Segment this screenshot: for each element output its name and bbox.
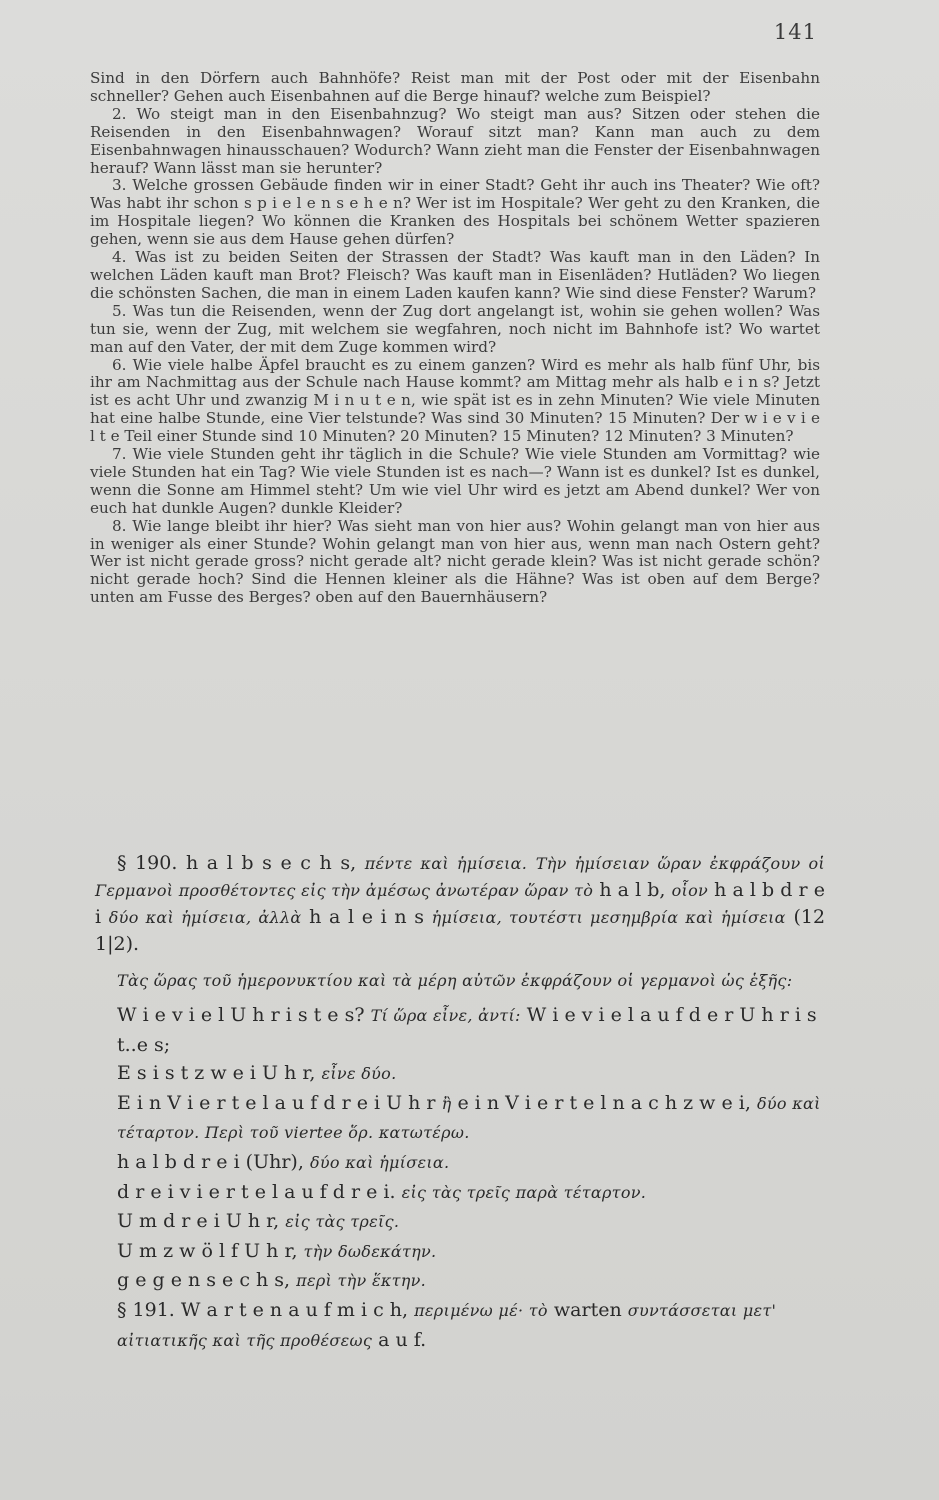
example-greek: ἢ xyxy=(441,1093,452,1113)
question-paragraph-3: 3. Welche grossen Gebäude finden wir in einer Stadt? Geht ihr auch ins Theater? Wie oft? Was habt ihr schon s p i e l e n s e h e n? Wer ist im Hospitale? Wer geht zu den Kranken, die im Hospitale liegen? Wo können die Kranken des Hospitals bei schönem Wetter spazieren gehen, wenn sie aus dem Hause gehen dürfen? xyxy=(90,176,820,249)
example-greek: εἶνε δύο. xyxy=(321,1064,397,1084)
question-paragraph-6: 6. Wie viele halbe Äpfel braucht es zu einem ganzen? Wird es mehr als halb fünf Uhr, bis ihr am Nachmittag aus der Schule nach Hause kommt? am Mittag mehr als halb e i n s? Jetzt ist es acht Uhr und zwanzig M i n u t e n, wie spät ist es in zehn Minuten? Wie viele Minuten hat eine halbe Stunde, eine Vier telstunde? Was sind 30 Minuten? 15 Minuten? Der w i e v i e l t e Teil einer Stunde sind 10 Minuten? 20 Minuten? 15 Minuten? 12 Minuten? 3 Minuten? xyxy=(90,355,820,446)
section-190-halb-drei: h a l b d r e i xyxy=(95,879,825,928)
example-greek: Τί ὥρα εἶνε, ἀντί: xyxy=(370,1006,521,1025)
grammar-section xyxy=(95,850,825,1355)
section-191-greek-2: συντάσσεται μετ' αἰτιατικῆς καὶ τῆς προθέσεως xyxy=(117,1300,777,1350)
example-german-alt: W i e v i e l a u f d e r U h r i s t..e s; xyxy=(117,1004,817,1056)
example-german: d r e i v i e r t e l a u f d r e i. xyxy=(117,1180,396,1203)
example-greek: δύο καὶ ἡμίσεια. xyxy=(309,1152,450,1172)
section-191-warten: warten xyxy=(553,1298,622,1321)
section-190-text-4: ἡμίσεια, τουτέστι μεσημβρία καὶ ἡμίσεια xyxy=(431,908,786,927)
section-191 xyxy=(95,1296,825,1355)
section-190-text-1: Τὴν ἡμίσειαν ὥραν ἐκφράζουν οἱ Γερμανοὶ προσθέτοντες εἰς τὴν ἀμέσως ἀνωτέραν ὥραν τὸ xyxy=(95,854,825,900)
question-paragraph-7: 7. Wie viele Stunden geht ihr täglich in die Schule? Wie viele Stunden am Vormittag? wie viele Stunden hat ein Tag? Wie viele Stunden ist es nach—? Wann ist es dunkel? Ist es dunkel, wenn die Sonne am Himmel steht? Um wie viel Uhr wird es jetzt am Abend dunkel? Wer von euch hat dunkle Augen? dunkle Kleider? xyxy=(90,445,820,517)
example-greek: εἰς τὰς τρεῖς παρὰ τέταρτον. xyxy=(401,1182,647,1202)
question-paragraph-8: 8. Wie lange bleibt ihr hier? Was sieht man von hier aus? Wohin gelangt man von hier aus in weniger als einer Stunde? Wohin gelangt man von hier aus, wenn man nach Ostern geht? Wer ist nicht gerade gross? nicht gerade alt? nicht gerade klein? Was ist nicht gerade schön? nicht gerade hoch? Sind die Hennen kleiner als die Hähne? Was ist oben auf dem Berge? unten am Fusse des Berges? oben auf den Bauernhäusern? xyxy=(90,516,820,607)
question-paragraph-1: Sind in den Dörfern auch Bahnhöfe? Reist man mit der Post oder mit der Eisenbahn schneller? Gehen auch Eisenbahnen auf die Berge hinauf? welche zum Beispiel? xyxy=(90,69,820,105)
example-german: U m z w ö l f U h r, xyxy=(117,1239,298,1262)
example-german-alt: e i n V i e r t e l n a c h z w e i, xyxy=(457,1091,751,1114)
example-german: g e g e n s e c h s, xyxy=(117,1269,291,1292)
example-greek: εἰς τὰς τρεῖς. xyxy=(285,1212,400,1232)
page-number: 141 xyxy=(773,20,817,44)
section-190-intro: Τὰς ὥρας τοῦ ἡμερονυκτίου καὶ τὰ μέρη αὐτῶν ἐκφράζουν οἱ γερμανοὶ ὡς ἑξῆς: xyxy=(117,971,793,990)
example-german: E s i s t z w e i U h r, xyxy=(117,1062,316,1085)
section-190-reference: (12 1|2). xyxy=(95,906,826,955)
example-line xyxy=(95,1059,825,1089)
example-greek: περὶ τὴν ἕκτην. xyxy=(296,1271,427,1291)
example-greek-alt: δύο καὶ τέταρτον. Περὶ τοῦ viertee ὅρ. κατωτέρω. xyxy=(117,1093,821,1143)
question-paragraph-4: 4. Was ist zu beiden Seiten der Strassen der Stadt? Was kauft man in den Läden? In welchen Läden kauft man Brot? Fleisch? Was kauft man in Eisenläden? Hutläden? Wo liegen die schönsten Sachen, die man in einem Laden kaufen kann? Wie sind diese Fenster? Warum? xyxy=(90,248,820,302)
example-german: h a l b d r e i (Uhr), xyxy=(117,1150,304,1173)
example-german: W i e v i e l U h r i s t e s? xyxy=(117,1004,365,1026)
example-line xyxy=(95,1266,825,1296)
time-examples xyxy=(95,1001,825,1355)
section-191-term: W a r t e n a u f m i c h, xyxy=(180,1298,409,1321)
example-greek: τὴν δωδεκάτην. xyxy=(303,1241,437,1261)
section-190-term: h a l b s e c h s, xyxy=(185,852,357,874)
section-190-number: § 190. xyxy=(117,852,178,874)
question-paragraph-5: 5. Was tun die Reisenden, wenn der Zug dort angelangt ist, wohin sie gehen wollen? Was tun sie, wenn der Zug, mit welchem sie wegfahren, noch nicht im Bahnhofe ist? Wo wartet man auf den Vater, der mit dem Zuge kommen wird? xyxy=(90,301,820,356)
section-191-greek-1: περιμένω μέ· τὸ xyxy=(414,1300,548,1320)
example-german: U m d r e i U h r, xyxy=(117,1210,280,1233)
section-190 xyxy=(95,850,825,958)
question-paragraph-2: 2. Wo steigt man in den Eisenbahnzug? Wo steigt man aus? Sitzen oder stehen die Reisenden in den Eisenbahnwagen? Worauf sitzt man? Kann man auch zu dem Eisenbahnwagen hinausschauen? Wodurch? Wann zieht man die Fenster der Eisenbahnwagen herauf? Wann lässt man sie herunter? xyxy=(90,104,820,177)
section-190-text-2: οἷον xyxy=(671,881,709,900)
example-line xyxy=(95,1237,825,1267)
example-line xyxy=(95,1148,825,1178)
section-190-text-3: δύο καὶ ἡμίσεια, ἀλλὰ xyxy=(108,908,302,927)
section-190-halb-eins: h a l e i n s xyxy=(309,906,424,928)
section-191-number: § 191. xyxy=(117,1298,175,1321)
section-190-greek-term: πέντε καὶ ἡμίσεια. xyxy=(364,854,528,873)
example-german: E i n V i e r t e l a u f d r e i U h r xyxy=(117,1091,436,1114)
section-191-auf: a u f. xyxy=(378,1328,427,1351)
section-190-halb-1: h a l b, xyxy=(599,879,666,901)
example-line xyxy=(95,1178,825,1208)
exercise-questions xyxy=(90,70,820,607)
example-line xyxy=(95,1001,825,1059)
example-line xyxy=(95,1089,825,1148)
example-line xyxy=(95,1207,825,1237)
